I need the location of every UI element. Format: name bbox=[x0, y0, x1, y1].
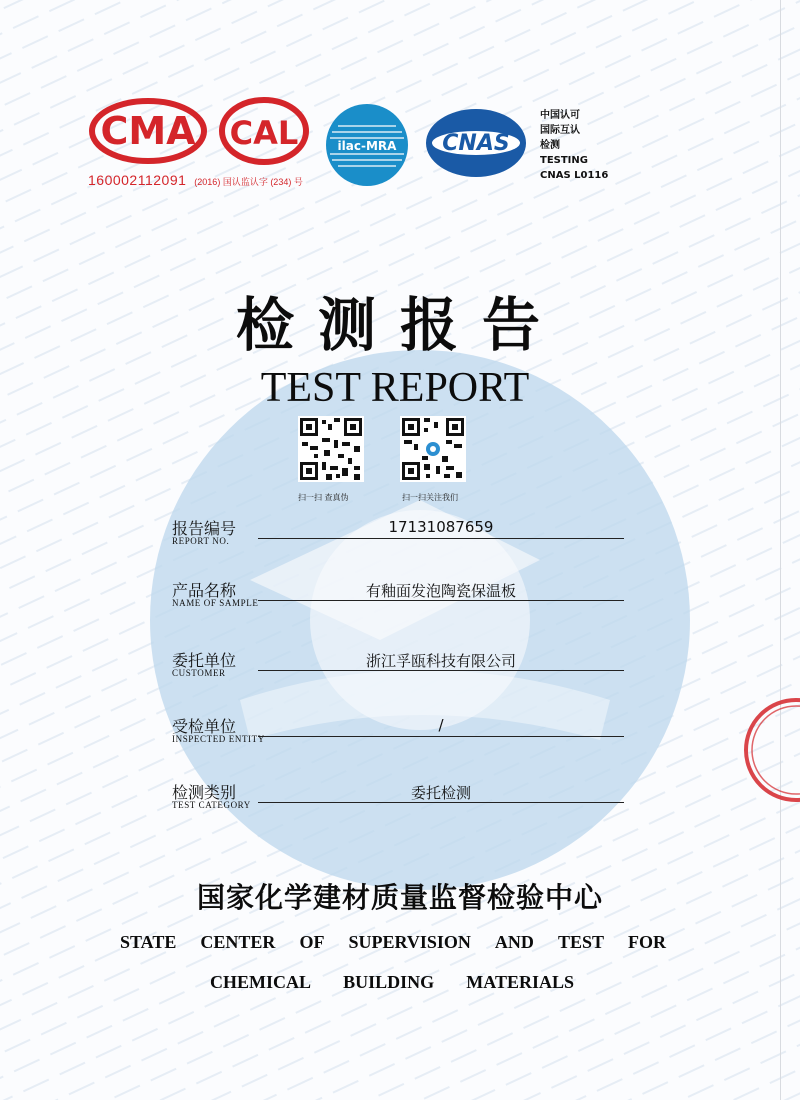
field-underline bbox=[258, 670, 624, 671]
field-label-en: CUSTOMER bbox=[172, 668, 226, 678]
cal-logo-text: CAL bbox=[229, 114, 299, 152]
org-word: TEST bbox=[557, 932, 604, 952]
field-label-cn: 受检单位 bbox=[172, 717, 237, 736]
report-title-english: TEST REPORT bbox=[260, 365, 530, 411]
field-value: / bbox=[438, 716, 444, 734]
accreditation-logos bbox=[88, 96, 728, 206]
field-label-cn: 检测类别 bbox=[172, 783, 237, 802]
cnas-line: TESTING bbox=[540, 155, 588, 166]
follow-qr-caption: 扫一扫关注我们 bbox=[402, 493, 458, 502]
field-underline bbox=[258, 538, 624, 539]
ilac-logo-text: ilac-MRA bbox=[337, 139, 397, 153]
org-word: FOR bbox=[628, 932, 666, 952]
field-label-en: REPORT NO. bbox=[172, 536, 230, 546]
field-underline bbox=[258, 736, 624, 737]
report-title-chinese: 检测报告 bbox=[235, 291, 564, 359]
verify-qr-code[interactable] bbox=[298, 416, 364, 482]
field-underline bbox=[258, 802, 624, 803]
field-sample-name bbox=[172, 578, 632, 622]
field-underline bbox=[258, 600, 624, 601]
field-value: 浙江孚瓯科技有限公司 bbox=[365, 652, 516, 670]
field-label-cn: 委托单位 bbox=[172, 651, 237, 670]
cert-note: (2016) 国认监认字 (234) 号 bbox=[194, 177, 303, 187]
field-inspected-entity bbox=[172, 714, 632, 758]
field-customer bbox=[172, 648, 632, 692]
organization-name-cn: 国家化学建材质量监督检验中心 bbox=[196, 881, 603, 914]
field-report-no bbox=[172, 516, 632, 560]
field-value: 17131087659 bbox=[388, 518, 494, 536]
cnas-line: 检测 bbox=[540, 140, 560, 151]
cnas-line: CNAS L0116 bbox=[540, 170, 609, 181]
org-word: AND bbox=[494, 932, 534, 952]
cma-logo bbox=[88, 96, 208, 166]
follow-qr-code[interactable] bbox=[400, 416, 466, 482]
org-word: OF bbox=[299, 932, 325, 952]
org-word: CENTER bbox=[200, 932, 276, 952]
cnas-accreditation-text bbox=[540, 108, 608, 183]
cert-number: 160002112091 bbox=[88, 172, 187, 188]
org-word: BUILDING bbox=[343, 972, 435, 992]
field-test-category bbox=[172, 780, 632, 824]
organization-name-en-line2 bbox=[210, 972, 574, 993]
org-word: STATE bbox=[120, 932, 177, 952]
field-label-en: NAME OF SAMPLE bbox=[172, 598, 259, 608]
cnas-logo bbox=[424, 106, 528, 180]
cnas-line: 国际互认 bbox=[540, 125, 580, 136]
cma-logo-text: CMA bbox=[100, 109, 196, 153]
org-word: MATERIALS bbox=[466, 972, 574, 992]
field-value: 有釉面发泡陶瓷保温板 bbox=[365, 582, 516, 600]
field-label-en: TEST CATEGORY bbox=[172, 800, 251, 810]
field-label-en: INSPECTED ENTITY bbox=[172, 734, 265, 744]
red-seal-stamp bbox=[736, 690, 800, 810]
field-label-cn: 产品名称 bbox=[172, 581, 237, 600]
org-word: CHEMICAL bbox=[210, 972, 312, 992]
org-word: SUPERVISION bbox=[348, 932, 471, 952]
cma-certificate-number bbox=[88, 172, 303, 188]
cnas-logo-text: CNAS bbox=[442, 131, 510, 156]
organization-name-en-line1 bbox=[120, 932, 666, 953]
page-edge bbox=[780, 0, 781, 1100]
verify-qr-caption: 扫一扫 查真伪 bbox=[298, 493, 349, 502]
field-value: 委托检测 bbox=[410, 784, 471, 802]
ilac-mra-logo bbox=[324, 102, 410, 188]
cal-logo bbox=[218, 96, 310, 166]
field-label-cn: 报告编号 bbox=[172, 519, 237, 538]
cnas-line: 中国认可 bbox=[540, 110, 580, 121]
